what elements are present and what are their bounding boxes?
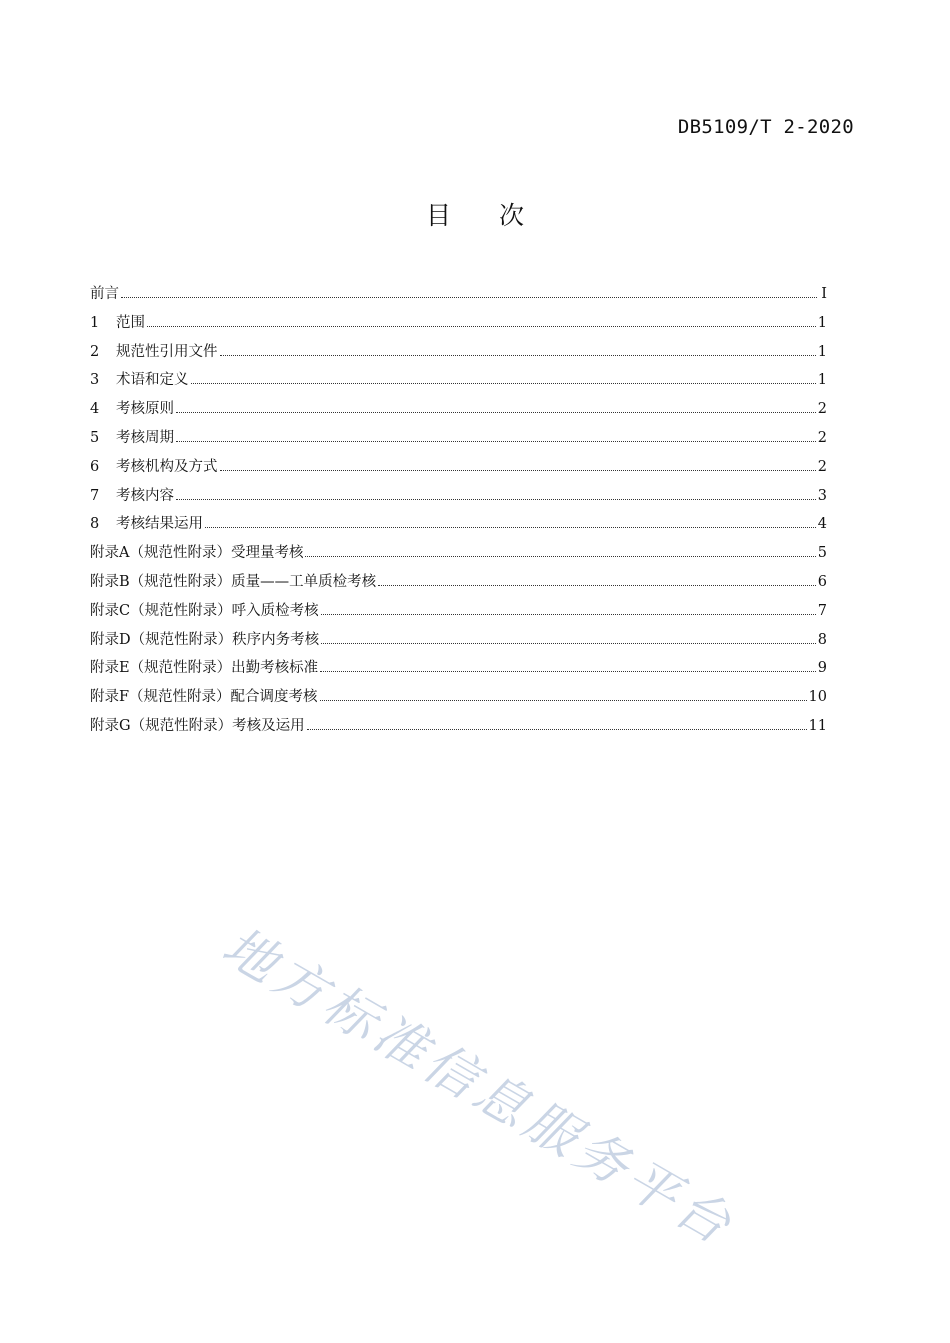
- toc-entry-label: [90, 455, 218, 479]
- toc-entry-page: 7: [817, 602, 827, 619]
- toc-entry-appendix[interactable]: [90, 714, 827, 743]
- toc-leader-dots: [205, 527, 816, 528]
- toc-entry-appendix[interactable]: [90, 570, 827, 599]
- toc-entry-text: 附录C（规范性附录）呼入质检考核: [90, 602, 319, 619]
- toc-entry-label: [90, 599, 319, 623]
- toc-entry-label: [90, 541, 303, 565]
- toc-entry-appendix[interactable]: [90, 628, 827, 657]
- toc-entry-text: 附录D（规范性附录）秩序内务考核: [90, 631, 320, 648]
- toc-entry-number: 8: [90, 516, 100, 533]
- toc-entry-page: 3: [817, 487, 827, 504]
- toc-entry-text: 考核原则: [116, 401, 174, 418]
- toc-entry-text: 考核机构及方式: [116, 458, 218, 475]
- toc-entry-page: 2: [817, 401, 827, 418]
- toc-leader-dots: [320, 700, 807, 701]
- toc-entry-label: [90, 685, 318, 709]
- toc-entry-label: [90, 311, 145, 335]
- toc-entry-page: 1: [817, 343, 827, 360]
- toc-entry-label: [90, 397, 174, 421]
- toc-entry-appendix[interactable]: [90, 599, 827, 628]
- toc-entry-label: [90, 426, 174, 450]
- toc-entry-appendix[interactable]: [90, 685, 827, 714]
- toc-entry-text: 前言: [90, 286, 119, 302]
- table-of-contents: [90, 282, 827, 743]
- toc-entry[interactable]: [90, 484, 827, 513]
- toc-entry-number: 1: [90, 314, 100, 331]
- toc-entry-text: 附录B（规范性附录）质量——工单质检考核: [90, 573, 377, 590]
- toc-entry-page: 4: [817, 516, 827, 533]
- toc-entry-text: 附录A（规范性附录）受理量考核: [90, 545, 304, 562]
- toc-leader-dots: [176, 499, 816, 500]
- toc-entry-number: 3: [90, 372, 100, 389]
- toc-leader-dots: [147, 326, 816, 327]
- toc-entry-text: 附录F（规范性附录）配合调度考核: [90, 689, 318, 706]
- toc-entry-page: 8: [817, 631, 827, 648]
- watermark: 地方标准信息服务平台: [212, 916, 745, 1259]
- toc-entry-label: [90, 656, 318, 680]
- toc-leader-dots: [320, 671, 816, 672]
- toc-leader-dots: [307, 729, 807, 730]
- toc-entry-page: 1: [817, 372, 827, 389]
- toc-entry-text: 附录G（规范性附录）考核及运用: [90, 717, 305, 734]
- toc-entry[interactable]: [90, 397, 827, 426]
- toc-entry-page: 11: [808, 717, 827, 734]
- toc-entry-page: 1: [817, 314, 827, 331]
- toc-entry-text: 范围: [116, 314, 145, 331]
- toc-entry[interactable]: [90, 455, 827, 484]
- toc-leader-dots: [191, 383, 816, 384]
- toc-leader-dots: [220, 470, 816, 471]
- toc-entry-label: [90, 368, 189, 392]
- toc-entry-appendix[interactable]: [90, 541, 827, 570]
- toc-entry-label: [90, 484, 174, 508]
- toc-entry[interactable]: [90, 311, 827, 340]
- toc-entry-text: 术语和定义: [116, 372, 189, 389]
- toc-entry-text: 附录E（规范性附录）出勤考核标准: [90, 660, 319, 677]
- toc-entry[interactable]: [90, 512, 827, 541]
- toc-entry-page: 5: [817, 545, 827, 562]
- toc-entry-number: 2: [90, 343, 100, 360]
- toc-entry-label: [90, 714, 305, 738]
- toc-entry-label: [90, 628, 319, 652]
- toc-entry-page: 2: [817, 458, 827, 475]
- toc-leader-dots: [176, 412, 816, 413]
- toc-entry-label: [90, 512, 203, 536]
- toc-entry-text: 考核内容: [116, 487, 174, 504]
- toc-leader-dots: [321, 614, 816, 615]
- toc-entry[interactable]: [90, 340, 827, 369]
- toc-leader-dots: [121, 297, 817, 298]
- toc-entry-number: 4: [90, 401, 100, 418]
- toc-title: 目次: [425, 201, 572, 230]
- toc-leader-dots: [378, 585, 816, 586]
- toc-entry-number: 7: [90, 487, 100, 504]
- toc-entry-text: 考核周期: [116, 429, 174, 446]
- toc-entry[interactable]: [90, 426, 827, 455]
- toc-entry[interactable]: [90, 368, 827, 397]
- toc-leader-dots: [305, 556, 815, 557]
- toc-entry-label: [90, 340, 218, 364]
- toc-entry-number: 5: [90, 429, 100, 446]
- toc-entry-label: [90, 282, 119, 306]
- toc-leader-dots: [220, 355, 816, 356]
- toc-entry-text: 规范性引用文件: [116, 343, 218, 360]
- toc-entry-appendix[interactable]: [90, 656, 827, 685]
- toc-entry[interactable]: [90, 282, 827, 311]
- toc-entry-page: 10: [808, 689, 827, 706]
- toc-entry-page: 6: [817, 573, 827, 590]
- toc-entry-page: 2: [817, 429, 827, 446]
- toc-entry-text: 考核结果运用: [116, 516, 203, 533]
- toc-entry-page: I: [821, 286, 827, 302]
- toc-leader-dots: [321, 643, 816, 644]
- toc-leader-dots: [176, 441, 816, 442]
- toc-entry-label: [90, 570, 376, 594]
- toc-entry-page: 9: [817, 660, 827, 677]
- document-code: DB5109/T 2-2020: [677, 116, 854, 138]
- toc-entry-number: 6: [90, 458, 100, 475]
